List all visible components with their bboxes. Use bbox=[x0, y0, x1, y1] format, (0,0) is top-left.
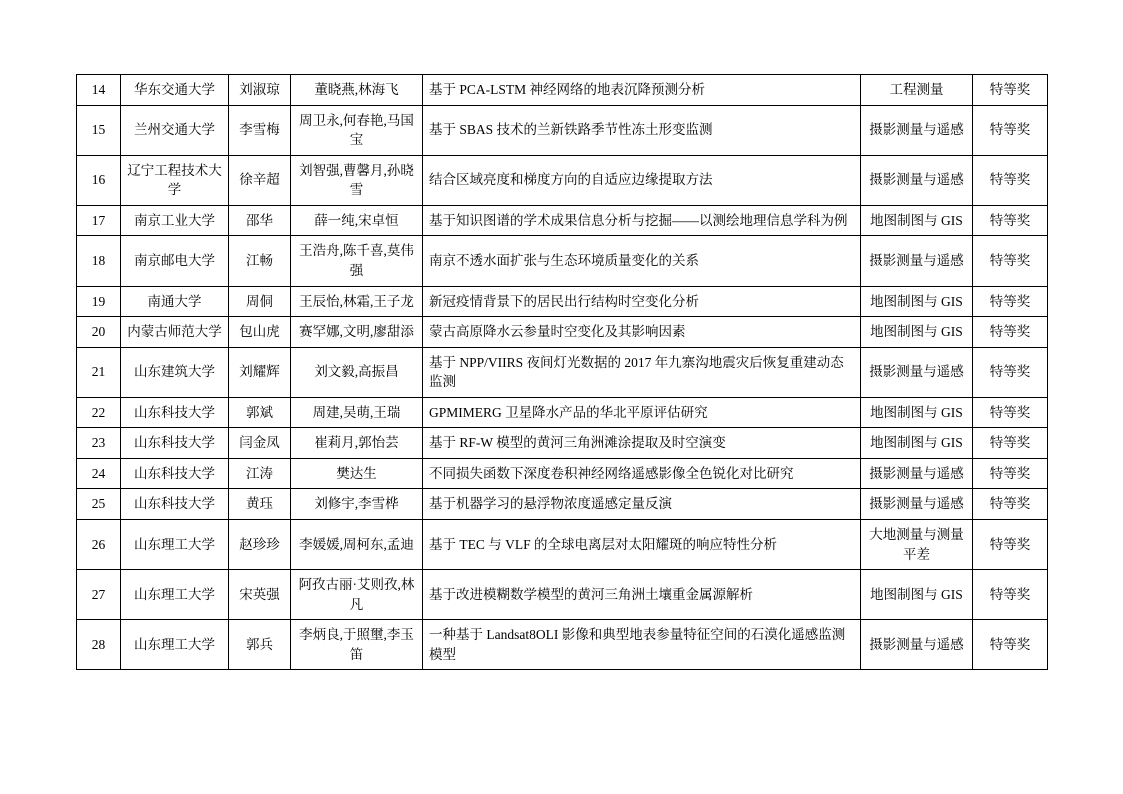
award-table-container bbox=[76, 74, 1047, 670]
cell-no: 21 bbox=[77, 347, 121, 397]
cell-no: 17 bbox=[77, 205, 121, 236]
cell-leader: 李雪梅 bbox=[229, 105, 291, 155]
cell-title: 基于改进模糊数学模型的黄河三角洲土壤重金属源解析 bbox=[423, 570, 861, 620]
cell-school: 山东科技大学 bbox=[121, 489, 229, 520]
cell-leader: 包山虎 bbox=[229, 317, 291, 348]
table-row bbox=[77, 458, 1048, 489]
cell-category: 摄影测量与遥感 bbox=[861, 105, 973, 155]
cell-prize: 特等奖 bbox=[973, 317, 1048, 348]
cell-title: 基于 PCA-LSTM 神经网络的地表沉降预测分析 bbox=[423, 75, 861, 106]
cell-school: 山东理工大学 bbox=[121, 520, 229, 570]
cell-category: 地图制图与 GIS bbox=[861, 205, 973, 236]
cell-category: 地图制图与 GIS bbox=[861, 570, 973, 620]
cell-category: 摄影测量与遥感 bbox=[861, 458, 973, 489]
cell-school: 华东交通大学 bbox=[121, 75, 229, 106]
cell-school: 山东科技大学 bbox=[121, 458, 229, 489]
cell-title: GPMIMERG 卫星降水产品的华北平原评估研究 bbox=[423, 397, 861, 428]
cell-leader: 江畅 bbox=[229, 236, 291, 286]
cell-school: 山东理工大学 bbox=[121, 570, 229, 620]
cell-prize: 特等奖 bbox=[973, 397, 1048, 428]
cell-school: 辽宁工程技术大学 bbox=[121, 155, 229, 205]
cell-leader: 闫金凤 bbox=[229, 428, 291, 459]
cell-category: 摄影测量与遥感 bbox=[861, 236, 973, 286]
cell-members: 李媛媛,周柯东,孟迪 bbox=[291, 520, 423, 570]
cell-members: 薛一纯,宋卓恒 bbox=[291, 205, 423, 236]
cell-title: 基于机器学习的悬浮物浓度遥感定量反演 bbox=[423, 489, 861, 520]
cell-school: 内蒙古师范大学 bbox=[121, 317, 229, 348]
table-row bbox=[77, 570, 1048, 620]
cell-no: 27 bbox=[77, 570, 121, 620]
cell-members: 樊达生 bbox=[291, 458, 423, 489]
table-row bbox=[77, 236, 1048, 286]
cell-no: 19 bbox=[77, 286, 121, 317]
table-row bbox=[77, 397, 1048, 428]
cell-category: 地图制图与 GIS bbox=[861, 286, 973, 317]
cell-prize: 特等奖 bbox=[973, 428, 1048, 459]
cell-no: 22 bbox=[77, 397, 121, 428]
award-table bbox=[76, 74, 1048, 670]
cell-school: 兰州交通大学 bbox=[121, 105, 229, 155]
cell-school: 南京邮电大学 bbox=[121, 236, 229, 286]
cell-members: 刘智强,曹馨月,孙晓雪 bbox=[291, 155, 423, 205]
cell-no: 18 bbox=[77, 236, 121, 286]
cell-prize: 特等奖 bbox=[973, 75, 1048, 106]
cell-members: 李炳良,于照壐,李玉笛 bbox=[291, 620, 423, 670]
cell-leader: 邵华 bbox=[229, 205, 291, 236]
cell-category: 摄影测量与遥感 bbox=[861, 489, 973, 520]
cell-category: 地图制图与 GIS bbox=[861, 428, 973, 459]
cell-prize: 特等奖 bbox=[973, 105, 1048, 155]
cell-no: 14 bbox=[77, 75, 121, 106]
cell-title: 基于 SBAS 技术的兰新铁路季节性冻土形变监测 bbox=[423, 105, 861, 155]
cell-prize: 特等奖 bbox=[973, 347, 1048, 397]
table-row bbox=[77, 347, 1048, 397]
cell-members: 周建,吴萌,王瑞 bbox=[291, 397, 423, 428]
cell-members: 赛罕娜,文明,廖甜添 bbox=[291, 317, 423, 348]
cell-leader: 郭兵 bbox=[229, 620, 291, 670]
table-row bbox=[77, 489, 1048, 520]
cell-members: 刘修宇,李雪桦 bbox=[291, 489, 423, 520]
cell-title: 蒙古高原降水云参量时空变化及其影响因素 bbox=[423, 317, 861, 348]
cell-category: 工程测量 bbox=[861, 75, 973, 106]
cell-no: 25 bbox=[77, 489, 121, 520]
cell-title: 南京不透水面扩张与生态环境质量变化的关系 bbox=[423, 236, 861, 286]
cell-no: 20 bbox=[77, 317, 121, 348]
cell-prize: 特等奖 bbox=[973, 620, 1048, 670]
cell-members: 刘文毅,高振昌 bbox=[291, 347, 423, 397]
cell-school: 山东科技大学 bbox=[121, 397, 229, 428]
cell-leader: 周侗 bbox=[229, 286, 291, 317]
cell-school: 南京工业大学 bbox=[121, 205, 229, 236]
table-row bbox=[77, 428, 1048, 459]
cell-members: 崔莉月,郭怡芸 bbox=[291, 428, 423, 459]
cell-category: 摄影测量与遥感 bbox=[861, 347, 973, 397]
cell-leader: 徐辛超 bbox=[229, 155, 291, 205]
cell-members: 董晓燕,林海飞 bbox=[291, 75, 423, 106]
table-row bbox=[77, 520, 1048, 570]
cell-category: 地图制图与 GIS bbox=[861, 397, 973, 428]
cell-school: 南通大学 bbox=[121, 286, 229, 317]
cell-category: 大地测量与测量平差 bbox=[861, 520, 973, 570]
cell-no: 26 bbox=[77, 520, 121, 570]
cell-title: 一种基于 Landsat8OLI 影像和典型地表参量特征空间的石漠化遥感监测模型 bbox=[423, 620, 861, 670]
table-row bbox=[77, 155, 1048, 205]
cell-prize: 特等奖 bbox=[973, 458, 1048, 489]
cell-members: 阿孜古丽·艾则孜,林凡 bbox=[291, 570, 423, 620]
cell-prize: 特等奖 bbox=[973, 520, 1048, 570]
cell-prize: 特等奖 bbox=[973, 286, 1048, 317]
table-row bbox=[77, 205, 1048, 236]
cell-title: 结合区域亮度和梯度方向的自适应边缘提取方法 bbox=[423, 155, 861, 205]
cell-school: 山东科技大学 bbox=[121, 428, 229, 459]
cell-title: 基于 NPP/VIIRS 夜间灯光数据的 2017 年九寨沟地震灾后恢复重建动态监测 bbox=[423, 347, 861, 397]
table-row bbox=[77, 317, 1048, 348]
cell-no: 15 bbox=[77, 105, 121, 155]
cell-school: 山东建筑大学 bbox=[121, 347, 229, 397]
cell-no: 23 bbox=[77, 428, 121, 459]
cell-no: 24 bbox=[77, 458, 121, 489]
cell-title: 基于知识图谱的学术成果信息分析与挖掘——以测绘地理信息学科为例 bbox=[423, 205, 861, 236]
cell-school: 山东理工大学 bbox=[121, 620, 229, 670]
cell-prize: 特等奖 bbox=[973, 489, 1048, 520]
cell-members: 周卫永,何春艳,马国宝 bbox=[291, 105, 423, 155]
table-row bbox=[77, 75, 1048, 106]
cell-leader: 宋英强 bbox=[229, 570, 291, 620]
cell-title: 新冠疫情背景下的居民出行结构时空变化分析 bbox=[423, 286, 861, 317]
cell-title: 不同损失函数下深度卷积神经网络遥感影像全色锐化对比研究 bbox=[423, 458, 861, 489]
table-row bbox=[77, 286, 1048, 317]
award-table-body bbox=[77, 75, 1048, 670]
cell-prize: 特等奖 bbox=[973, 570, 1048, 620]
cell-members: 王辰怡,林霜,王子龙 bbox=[291, 286, 423, 317]
cell-leader: 江涛 bbox=[229, 458, 291, 489]
cell-leader: 刘耀辉 bbox=[229, 347, 291, 397]
cell-prize: 特等奖 bbox=[973, 155, 1048, 205]
cell-category: 地图制图与 GIS bbox=[861, 317, 973, 348]
cell-prize: 特等奖 bbox=[973, 205, 1048, 236]
cell-category: 摄影测量与遥感 bbox=[861, 155, 973, 205]
table-row bbox=[77, 620, 1048, 670]
cell-prize: 特等奖 bbox=[973, 236, 1048, 286]
cell-leader: 黄珏 bbox=[229, 489, 291, 520]
cell-leader: 郭斌 bbox=[229, 397, 291, 428]
table-row bbox=[77, 105, 1048, 155]
cell-leader: 刘淑琼 bbox=[229, 75, 291, 106]
cell-leader: 赵珍珍 bbox=[229, 520, 291, 570]
cell-members: 王浩舟,陈千喜,莫伟强 bbox=[291, 236, 423, 286]
cell-title: 基于 RF-W 模型的黄河三角洲滩涂提取及时空演变 bbox=[423, 428, 861, 459]
cell-no: 16 bbox=[77, 155, 121, 205]
cell-no: 28 bbox=[77, 620, 121, 670]
cell-category: 摄影测量与遥感 bbox=[861, 620, 973, 670]
cell-title: 基于 TEC 与 VLF 的全球电离层对太阳耀斑的响应特性分析 bbox=[423, 520, 861, 570]
